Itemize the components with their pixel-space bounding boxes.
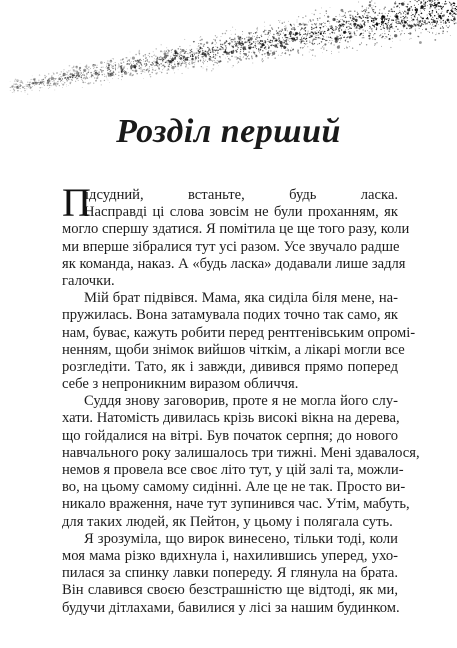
paragraph-line: розгледіти. Тато, як і завжди, дивився прямо поперед — [62, 358, 398, 375]
paragraph-line: Суддя знову заговорив, проте я не могла його слу- — [84, 393, 398, 410]
paragraph-line: немов я провела все своє літо тут, у цій залі та, можли- — [62, 462, 404, 478]
chapter-title: Розділ перший — [116, 113, 341, 150]
paragraph-line: що гойдалися на вітрі. Був початок серпня; до нового — [62, 427, 398, 444]
paragraph-line: пилася за спинку лавки попереду. Я глянула на брата. — [62, 565, 398, 582]
drop-cap-letter: П — [62, 180, 91, 225]
paragraph-line: моя мама різко вдихнула і, нахилившись уперед, ухо- — [62, 547, 398, 564]
opening-line-text: ідсудний, встаньте, будь ласка. — [85, 187, 398, 203]
paragraph-line: могло спершу здатися. Я помітила це ще того разу, коли — [62, 221, 410, 238]
paragraph-line: никало враження, наче тут зупинився час. Утім, мабуть, — [62, 496, 410, 513]
paragraph-line: нам, буває, кажуть робити перед рентгенівським опромі- — [62, 324, 416, 341]
paragraph-line: як команда, наказ. А «будь ласка» додавали лише задля — [62, 255, 406, 272]
paragraph-line: Я зрозуміла, що вирок винесено, тільки тоді, коли — [84, 530, 398, 547]
paragraph-line: будучи дітлахами, бавилися у лісі за нашим будинком. — [62, 599, 400, 616]
paragraph-line: себе з непроникним виразом обличчя. — [62, 376, 299, 393]
paragraph-line: Насправді ці слова зовсім не були проханням, як — [84, 204, 398, 221]
paragraph-line: во, на цьому самому сидінні. Але це не так. Просто ви- — [62, 479, 406, 496]
paragraph-line: Він славився своєю безстрашністю ще відтоді, як ми, — [62, 582, 398, 599]
paragraph-line: Мій брат підвівся. Мама, яка сиділа біля мене, на- — [84, 290, 398, 307]
chapter-body-text — [62, 180, 420, 617]
paragraph-line: ненням, щоби знімок вийшов чіткім, а лікарі могли все — [62, 341, 405, 358]
paragraph-line: пружилась. Вона затамувала подих точно так само, як — [62, 307, 398, 324]
paragraphs — [62, 204, 420, 617]
paragraph-line: галочки. — [62, 272, 115, 289]
paragraph-line: навчального року залишалось три тижні. Мені здавалося, — [62, 444, 420, 461]
paragraph-line: для таких людей, як Пейтон, у цьому і полягала суть. — [62, 513, 393, 530]
paragraph-line: ми вперше зібралися тут усі разом. Усе звучало радше — [62, 238, 400, 255]
paragraph-line: хати. Натомість дивилась крізь високі вікна на дерева, — [62, 410, 400, 427]
